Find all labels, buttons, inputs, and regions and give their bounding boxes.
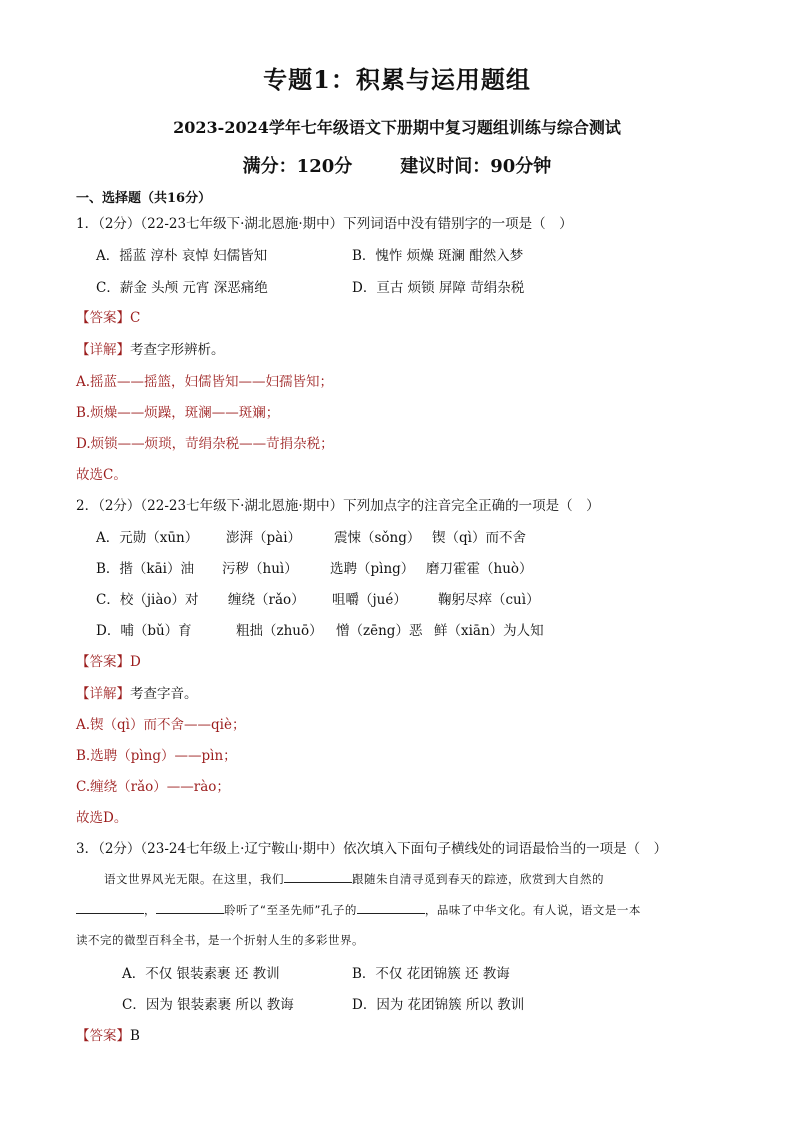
q2-detail-line: C.缠绕（rǎo）——rào；: [76, 779, 230, 795]
passage-text: ，: [144, 903, 156, 917]
q2-option-a: A．元勋（xūn）: [96, 530, 199, 546]
passage-text: 跟随朱自清寻觅到春天的踪迹，欣赏到大自然的: [352, 872, 604, 886]
q2-option-b-word: 磨刀霍霍（huò）: [426, 561, 533, 577]
q3-option-d: D．因为 花团锦簇 所以 教训: [352, 997, 525, 1013]
q2-answer: [76, 650, 141, 670]
q1-answer: [76, 306, 140, 326]
q2-option-d-word: 鲜（xiān）为人知: [434, 623, 544, 639]
passage-text: 聆听了“至圣先师”孔子的: [224, 903, 357, 917]
q1-detail-line: A.摇蓝——摇篮，妇儒皆知——妇孺皆知；: [76, 374, 334, 390]
q2-option-d-word: 憎（zēng）恶: [336, 623, 423, 639]
section-heading: 一、选择题（共16分）: [76, 191, 212, 206]
q3-option-b: B．不仅 花团锦簇 还 教诲: [352, 966, 510, 982]
passage-text: 语文世界风光无限。在这里，我们: [104, 872, 284, 886]
fill-blank: [76, 901, 144, 914]
answer-tag: 【答案】: [76, 654, 130, 670]
q2-option-c-word: 鞠躬尽瘁（cuì）: [438, 592, 540, 608]
detail-text: 考查字形辨析。: [130, 342, 225, 358]
q3-passage-line-3: 读不完的微型百科全书，是一个折射人生的多彩世界。: [76, 933, 364, 947]
fill-blank: [357, 901, 425, 914]
q2-option-b-word: 选聘（pìng）: [330, 561, 415, 577]
answer-tag: 【答案】: [76, 1028, 130, 1044]
q2-conclusion: 故选D。: [76, 810, 128, 826]
answer-tag: 【答案】: [76, 310, 130, 326]
q1-option-b: B．愧怍 烦燥 斑澜 酣然入梦: [352, 248, 524, 264]
q2-option-a-word: 澎湃（pài）: [226, 530, 302, 546]
q3-answer: [76, 1024, 140, 1044]
q1-option-d: D．亘古 烦锁 屏障 苛绢杂税: [352, 280, 525, 296]
question-1-stem: 1．（2分）（22-23七年级下·湖北恩施·期中）下列词语中没有错别字的一项是（ ）: [76, 216, 573, 232]
q2-option-a-word: 锲（qì）而不舍: [432, 530, 526, 546]
question-3-stem: 3．（2分）（23-24七年级上·辽宁鞍山·期中）依次填入下面句子横线处的词语最恰当的一项是（ ）: [76, 841, 668, 857]
q2-detail: [76, 682, 198, 702]
answer-value: B: [130, 1028, 140, 1044]
document-subtitle: 2023-2024学年七年级语文下册期中复习题组训练与综合测试: [173, 118, 621, 137]
q2-detail-line: A.锲（qì）而不舍——qiè；: [76, 717, 246, 733]
q2-option-d-word: 粗拙（zhuō）: [236, 623, 323, 639]
q2-option-c-word: 咀嚼（jué）: [332, 592, 407, 608]
answer-value: D: [130, 654, 141, 670]
q3-option-c: C．因为 银装素裹 所以 教诲: [122, 997, 294, 1013]
q2-option-d: D．哺（bǔ）育: [96, 623, 192, 639]
q1-detail: [76, 338, 225, 358]
q2-detail-line: B.选聘（pìng）——pìn；: [76, 748, 237, 764]
document-title: 专题1：积累与运用题组: [263, 65, 531, 94]
q1-option-c: C．薪金 头颅 元宵 深恶痛绝: [96, 280, 268, 296]
score-line: [0, 152, 794, 178]
q1-option-a: A．摇蓝 淳朴 哀悼 妇儒皆知: [96, 248, 268, 264]
question-2-stem: 2．（2分）（22-23七年级下·湖北恩施·期中）下列加点字的注音完全正确的一项是（ ）: [76, 498, 600, 514]
fill-blank: [156, 901, 224, 914]
detail-text: 考查字音。: [130, 686, 198, 702]
suggested-time: 建议时间：90分钟: [400, 156, 552, 177]
passage-text: ，品味了中华文化。有人说，语文是一本: [424, 903, 641, 917]
q1-detail-line: D.烦锁——烦琐，苛绢杂税——苛捐杂税；: [76, 436, 334, 452]
q2-option-b-word: 污秽（huì）: [222, 561, 298, 577]
q1-conclusion: 故选C。: [76, 467, 127, 483]
q2-option-a-word: 震悚（sǒng）: [334, 530, 421, 546]
detail-tag: 【详解】: [76, 686, 130, 702]
answer-value: C: [130, 310, 141, 326]
detail-tag: 【详解】: [76, 342, 130, 358]
q2-option-c-word: 缠绕（rǎo）: [228, 592, 305, 608]
q1-detail-line: B.烦燥——烦躁，斑澜——斑斓；: [76, 405, 280, 421]
q3-passage-line-2: [76, 901, 641, 918]
q3-passage-line-1: [104, 870, 604, 887]
q3-option-a: A．不仅 银装素裹 还 教训: [122, 966, 280, 982]
q2-option-b: B．揩（kāi）油: [96, 561, 194, 577]
full-score: 满分：120分: [242, 156, 353, 177]
fill-blank: [284, 870, 352, 883]
q2-option-c: C．校（jiào）对: [96, 592, 199, 608]
